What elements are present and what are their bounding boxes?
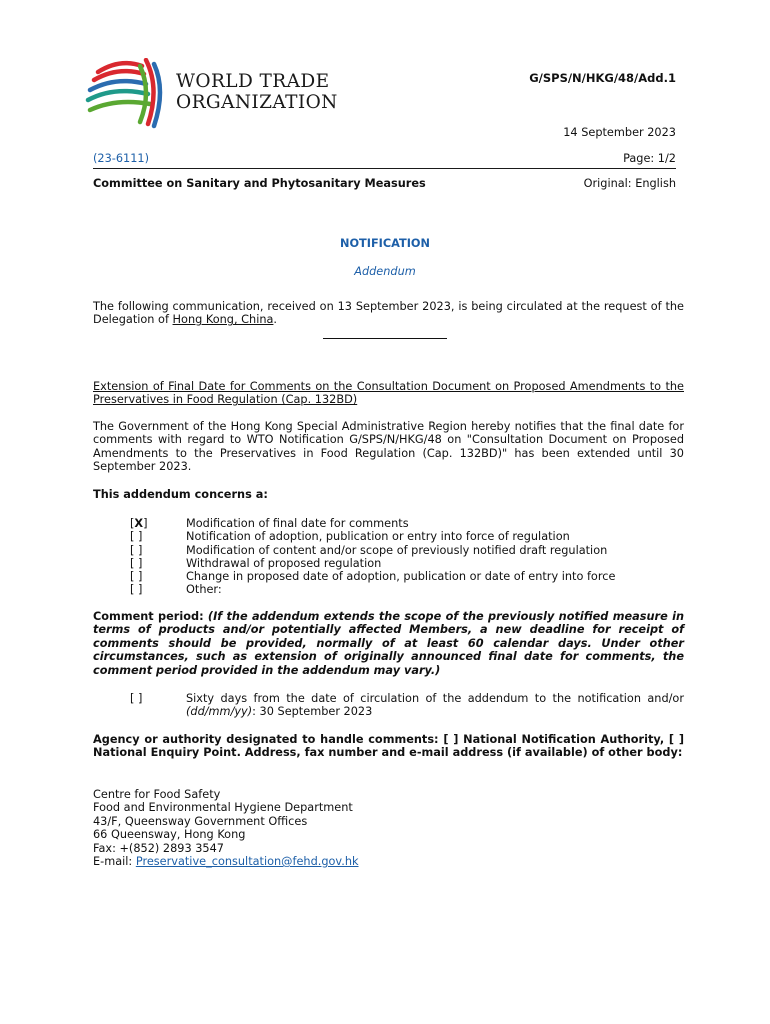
email-label: E-mail:: [93, 855, 136, 869]
option-format: (dd/mm/yy): [186, 705, 253, 719]
concern-item: [130, 583, 615, 596]
option-text: Sixty days from the date of circulation of the addendum to the notification and/or: [186, 692, 684, 705]
document-date: 14 September 2023: [563, 126, 676, 139]
concern-item: [130, 530, 615, 543]
comment-period-checkbox: [ ]: [130, 692, 143, 705]
concern-item: [130, 517, 615, 530]
checkbox-empty: [ ]: [130, 556, 143, 570]
wto-logo: [84, 58, 338, 130]
address-line: 66 Queensway, Hong Kong: [93, 828, 246, 842]
document-reference: (23-6111): [93, 152, 150, 165]
agency-heading: Agency or authority designated to handle comments: [ ] National Notification Authority, [ ] National Enquiry Point. Address, fax number and e-mail address (if available) of other body:: [93, 733, 684, 760]
org-name-line2: ORGANIZATION: [176, 92, 338, 113]
org-name-line1: WORLD TRADE: [176, 71, 330, 92]
concern-label: Withdrawal of proposed regulation: [186, 556, 382, 570]
concern-item: [130, 570, 615, 583]
fax-line: Fax: +(852) 2893 3547: [93, 841, 224, 855]
address-line: Centre for Food Safety: [93, 788, 221, 801]
member-name: Hong Kong, China: [172, 313, 274, 327]
concern-item: [130, 544, 615, 557]
email-link[interactable]: Preservative_consultation@fehd.gov.hk: [135, 855, 359, 869]
comment-period-option: [186, 692, 684, 719]
original-language: Original: English: [583, 177, 676, 190]
page-number: Page: 1/2: [623, 152, 676, 165]
header-rule: [93, 168, 676, 169]
comment-period-note: (If the addendum extends the scope of the previously notified measure in terms of products and/or potentially affected Members, a new deadline for receipt of comments should be provided, normally of at least 60 calendar days. Under other circumstances, such as extension of originally announced final date for comments, the comment period provided in the addendum may vary.): [93, 610, 685, 677]
intro-end: .: [273, 313, 278, 327]
concerns-heading: This addendum concerns a:: [93, 488, 268, 501]
option-value: : 30 September 2023: [252, 705, 373, 719]
wto-emblem-icon: [84, 58, 174, 130]
concern-label: Modification of content and/or scope of previously notified draft regulation: [186, 543, 608, 557]
agency-address: [93, 788, 359, 868]
subject-title: Extension of Final Date for Comments on the Consultation Document on Proposed Amendments to the Preservatives in Food Regulation (Cap. 132BD): [93, 380, 684, 407]
body-paragraph: The Government of the Hong Kong Special Administrative Region hereby notifies that the final date for comments with regard to WTO Notification G/SPS/N/HKG/48 on "Consultation Document on Proposed Amendments to the Preservatives in Food Regulation (Cap. 132BD)" has been extended until 30 September 2023.: [93, 420, 684, 474]
concern-label: Other:: [186, 583, 222, 597]
checkbox-empty: [ ]: [130, 530, 143, 544]
concern-label: Notification of adoption, publication or entry into force of regulation: [186, 530, 570, 544]
comment-period-paragraph: [93, 610, 684, 677]
document-symbol: G/SPS/N/HKG/48/Add.1: [529, 71, 676, 85]
addendum-subtitle: Addendum: [354, 265, 416, 278]
concern-label: Change in proposed date of adoption, publication or date of entry into force: [186, 570, 616, 584]
address-line: 43/F, Queensway Government Offices: [93, 814, 308, 828]
intro-paragraph: [93, 300, 684, 327]
checkbox-empty: [ ]: [130, 583, 143, 597]
intro-text: The following communication, received on 13 September 2023, is being circulated at the request of the Delegation of: [93, 300, 684, 327]
org-name: [176, 71, 338, 113]
checkbox-checked: [X]: [130, 517, 148, 530]
email-line: [93, 855, 359, 868]
checkbox-empty: [ ]: [130, 570, 143, 584]
concern-label: Modification of final date for comments: [186, 517, 409, 530]
comment-period-label: Comment period:: [93, 610, 208, 623]
checkbox-empty: [ ]: [130, 543, 143, 557]
concerns-list: [130, 517, 615, 597]
separator-line: [323, 338, 447, 339]
address-line: Food and Environmental Hygiene Department: [93, 801, 353, 815]
concern-item: [130, 557, 615, 570]
notification-title: NOTIFICATION: [339, 237, 430, 250]
committee-name: Committee on Sanitary and Phytosanitary Measures: [93, 177, 426, 190]
